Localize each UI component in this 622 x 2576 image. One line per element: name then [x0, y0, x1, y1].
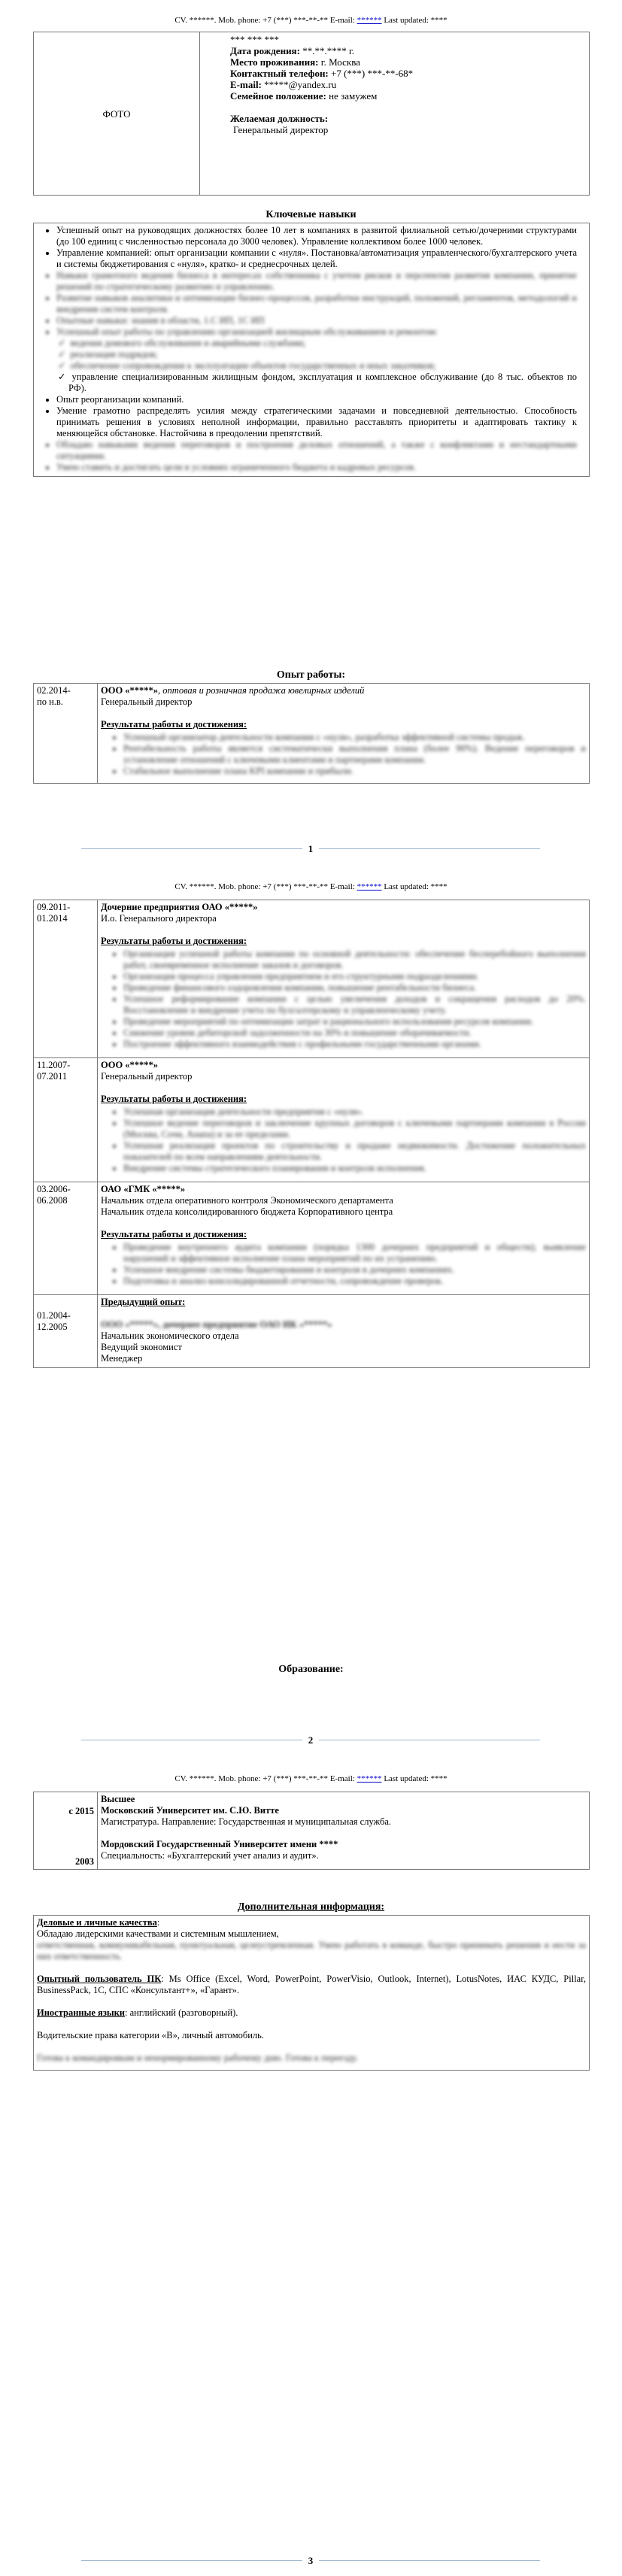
job-result: • Успешная реализация проектов по строительству и продаже недвижимости. Достижение положительных показателей по всем направлениям деятельности.: [123, 1140, 586, 1163]
pc-skills: Опытный пользователь ПК: Ms Office (Excel, Word, PowerPoint, PowerVisio, Outlook, Internet), LotusNotes, ИАС КУДС, Pillar, BusinessPack, 1С, СПС «Консультант+», «Гарант».: [37, 1974, 587, 1995]
header-email-link[interactable]: ******: [357, 1774, 382, 1783]
job-results-label: Результаты работы и достижения:: [101, 1094, 247, 1104]
extra-title: Дополнительная информация:: [237, 1901, 385, 1913]
phone-row: Контактный телефон: +7 (***) ***-**-68*: [230, 68, 414, 79]
email-row: E-mail: *****@yandex.ru: [230, 79, 337, 90]
job-results-label: Результаты работы и достижения:: [101, 719, 247, 730]
personal-value: Обладаю лидерскими качествами и системным мышлением,: [37, 1928, 279, 1939]
job-company: ОАО «ГМК «*****»: [101, 1184, 186, 1194]
residence-row: Место проживания: г. Москва: [230, 56, 360, 68]
job-result: • Рентабельность работы является систематически выполнения плана (более 90%). Ведение переговоров и установление отношений с ключевыми клиентами и партнерами компании.: [123, 743, 586, 766]
job-results: [101, 1242, 586, 1287]
experience-title: Опыт работы:: [276, 669, 346, 681]
family-row: Семейное положение: не замужем: [230, 90, 378, 102]
page-break-3: [81, 2555, 540, 2566]
job-role: Ведущий экономист: [101, 1342, 182, 1352]
skill-item: • Успешный опыт на руководящих должностях более 10 лет в компаниях в развитой филиальной сетью/дочерними структурами (до 100 единиц с численностью персонала до 3000 человек). Управление коллективом более 1000 человек.: [56, 225, 577, 247]
job-result: • Снижение уровня дебиторской задолженности на 30% и повышение оборачиваемости.: [123, 1027, 586, 1039]
job-previous-label: Предыдущий опыт:: [101, 1297, 186, 1307]
job-role: Начальник отдела консолидированного бюджета Корпоративного центра: [101, 1206, 393, 1217]
header-phone-label: Mob. phone:: [218, 16, 261, 25]
job-role: И.о. Генерального директора: [101, 913, 217, 924]
skill-item: • Умение грамотно распределять усилия между стратегическими задачами и повседневной деятельностью. Способность принимать решения в условиях неполной информации, правильно расставлять приоритеты и адаптировать тактику к меняющейся обстановке. Настойчива в преодолении препятствий.: [56, 405, 577, 439]
education-table: [33, 1792, 590, 1870]
skills-title: Ключевые навыки: [265, 209, 357, 220]
header-email-link[interactable]: ******: [357, 16, 382, 25]
skill-item: • Опытные навыки: знания в области, 1.С ИП, 1С ИП: [56, 315, 577, 326]
edu-details: [98, 1792, 590, 1870]
languages: Иностранные языки: английский (разговорный).: [37, 2007, 238, 2018]
edu-detail: Специальность: «Бухгалтерский учет анализ и аудит».: [101, 1850, 319, 1861]
job-result: • Подготовка и анализ консолидированной отчетности, сопровождение проверок.: [123, 1276, 586, 1287]
edu-detail: Магистратура. Направление: Государственная и муниципальная служба.: [101, 1816, 392, 1827]
job-role: Начальник экономического отдела: [101, 1330, 239, 1341]
profile-name: *** *** ***: [230, 34, 279, 45]
page-break-1: [81, 843, 540, 854]
skill-item: • Успешный опыт работы по управлению организацией жилищным обслуживанием и ремонтом:: [56, 326, 577, 338]
personal-row: Деловые и личные качества:: [37, 1917, 160, 1928]
page-header: CV. ******. Mob. phone: +7 (***) ***-**-** E-mail: ****** Last updated: ****: [174, 882, 448, 891]
job-table-2: [33, 900, 590, 1368]
job-result: • Успешный организатор деятельности компании с «нуля», разработка эффективной системы продаж.: [123, 732, 586, 743]
job-role: Менеджер: [101, 1353, 143, 1364]
job-result: • Успешное внедрение системы бюджетирования и контроля в дочерних компаниях.: [123, 1264, 586, 1276]
job-result: • Организация процесса управления предприятием и его структурными подразделениями.: [123, 971, 586, 982]
skill-item: • Управление компанией: опыт организации компании с «нуля». Постановка/автоматизация управленческого/бухгалтерского учета и системы бюджетирования с «нуля», кратко- и среднесрочных целей.: [56, 247, 577, 270]
job-company: ООО «*****»: [101, 1060, 159, 1070]
edu-level: Высшее: [101, 1794, 135, 1804]
job-dates: 09.2011- 01.2014: [34, 900, 98, 1058]
page-number: 3: [302, 2555, 320, 2566]
job-role: Начальник отдела оперативного контроля Экономического департамента: [101, 1195, 393, 1206]
job-dates: 02.2014- по н.в.: [34, 684, 98, 784]
skills-list: [37, 225, 577, 473]
job-results-label: Результаты работы и достижения:: [101, 1229, 247, 1239]
header-phone: +7 (***) ***-**-**: [262, 16, 329, 25]
extra-table: [33, 1915, 590, 2071]
photo-cell: [34, 32, 200, 196]
skill-item: • Опыт реорганизации компаний.: [56, 394, 577, 405]
job-result: • Успешное реформирование компании с целью увеличения доходов и сокращения расходов до 20%. Восстановление и внедрение учета по бухгалтерскому и управленческому учету.: [123, 994, 586, 1016]
job-result: • Проведение мероприятий по оптимизации затрат и рационального использования ресурсов компании.: [123, 1016, 586, 1027]
skill-subitems: [56, 338, 577, 394]
skill-item: • Навыки грамотного ведения бизнеса в интересах собственника с учетом рисков и перспектив развития компании, принятие решений по стратегическому развитию и управлению.: [56, 270, 577, 293]
header-cv: CV. ******.: [174, 16, 217, 25]
desired-position: Генеральный директор: [233, 124, 329, 135]
skills-table: [33, 223, 590, 477]
job-company: ООО «*****»: [101, 685, 159, 696]
job-dates: 01.2004- 12.2005: [34, 1295, 98, 1368]
job-result: • Стабильное выполнение плана KPI компании и прибыли.: [123, 766, 586, 777]
header-email-link[interactable]: ******: [357, 882, 382, 891]
job-results-label: Результаты работы и достижения:: [101, 936, 247, 946]
job-results: [101, 732, 586, 777]
driver-license: Водительские права категории «В», личный автомобиль.: [37, 2030, 264, 2040]
job-result: • Успешное ведение переговоров и заключение крупных договоров с ключевыми партнерами компании в России (Москва, Сочи, Анапа) и за ее пределами.: [123, 1118, 586, 1140]
skill-subitem: ✓ реализация подрядов;: [68, 349, 577, 360]
page-number: 2: [302, 1734, 320, 1746]
job-details: [98, 900, 590, 1058]
job-result: • Проведение внутреннего аудита компании (порядка 1300 дочерних предприятий и обществ); выявление нарушений и эффективное исполнение плана мероприятий по их устранению.: [123, 1242, 586, 1264]
skill-subitem: ✓ ведения домового обслуживания и аварийными службами;: [68, 338, 577, 349]
job-result: • Проведение финансового оздоровления компании, повышение рентабельности бизнеса.: [123, 982, 586, 994]
skill-subitem: ✓ управление специализированным жилищным фондом, эксплуатация и комплексное обслуживание (до 8 тыс. объектов по РФ).: [68, 372, 577, 394]
job-result: • Построение эффективного взаимодействия с профильными государственными органами.: [123, 1039, 586, 1050]
job-company-suffix: , оптовая и розничная продажа ювелирных изделий: [158, 685, 365, 696]
job-dates: 11.2007- 07.2011: [34, 1058, 98, 1182]
edu-year: с 2015 2003: [34, 1792, 98, 1870]
job-role: Генеральный директор: [101, 696, 193, 707]
page-header: CV. ******. Mob. phone: +7 (***) ***-**-** E-mail: ****** Last updated: ****: [174, 1774, 448, 1783]
skill-item: • Умею ставить и достигать цели в условиях ограниченного бюджета и кадровых ресурсов.: [56, 462, 577, 473]
job-result: • Внедрение системы стратегического планирования и контроля исполнения.: [123, 1163, 586, 1174]
photo-placeholder: ФОТО: [102, 108, 131, 120]
personal-blur: ответственная, коммуникабельная, пунктуальная, целеустремленная. Умею работать в команде, быстро принимать решения и нести за них ответственность.: [37, 1940, 586, 1962]
job-results: [101, 948, 586, 1050]
header-updated: ****: [430, 16, 448, 25]
desired-position-label: Желаемая должность:: [230, 113, 329, 124]
job-table-1: [33, 683, 590, 784]
job-details: [98, 684, 590, 784]
skill-item: • Развитие навыков аналитики и оптимизации бизнес-процессов, разработки инструкций, положений, регламентов, методологий и внедрения систем контроля.: [56, 293, 577, 315]
header-email-label: E-mail:: [329, 16, 355, 25]
birth-row: Дата рождения: **.**.**** г.: [230, 45, 355, 56]
extra-blur: Готова к командировкам и ненормированному рабочему дню. Готова к переезду.: [37, 2053, 359, 2063]
job-details: [98, 1058, 590, 1182]
job-result: • Организация успешной работы компании по основной деятельности: обеспечение бесперебойного выполнения работ, своевременное исполнение заказов и договоров.: [123, 948, 586, 971]
job-company: Дочерние предприятия ОАО «*****»: [101, 902, 258, 912]
skill-subitem: ✓ обеспечение сопровождения к эксплуатации объектов государственных и иных заказчиков;: [68, 360, 577, 372]
job-role: Генеральный директор: [101, 1071, 193, 1082]
job-dates: 03.2006- 06.2008: [34, 1182, 98, 1295]
page-number: 1: [302, 843, 320, 854]
edu-school: Московский Университет им. С.Ю. Витте: [101, 1805, 279, 1816]
job-details: [98, 1295, 590, 1368]
profile-info: [200, 32, 590, 196]
education-title: Образование:: [278, 1664, 344, 1675]
job-results: [101, 1106, 586, 1174]
header-updated-label: Last updated:: [384, 16, 429, 25]
job-company: ООО «*****», дочернее предприятие ОАО ИК «*****»: [101, 1319, 332, 1330]
edu-school: Мордовский Государственный Университет имени ****: [101, 1839, 338, 1849]
profile-table: [33, 32, 590, 196]
job-details: [98, 1182, 590, 1295]
job-result: • Успешная организация деятельности предприятия с «нуля».: [123, 1106, 586, 1118]
page-header: [0, 15, 622, 26]
skill-item: • Обладаю навыками ведения переговоров и построения деловых отношений, а также с конфликтами и нестандартными ситуациями.: [56, 439, 577, 462]
